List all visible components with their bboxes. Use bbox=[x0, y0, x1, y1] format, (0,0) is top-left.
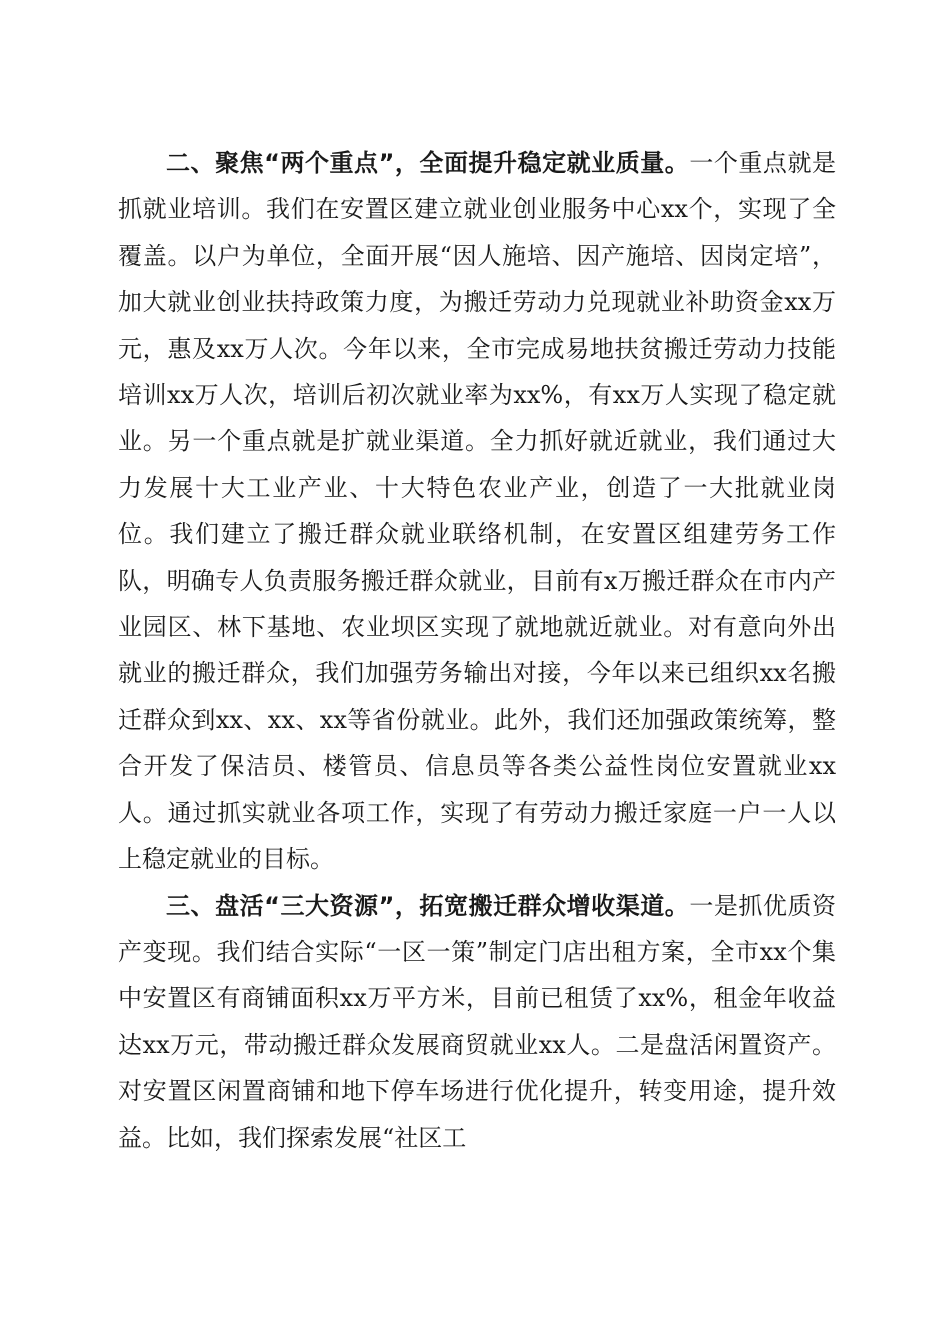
section-two-heading: 二、聚焦“两个重点”，全面提升稳定就业质量。 bbox=[166, 149, 690, 177]
section-two-body: 一个重点就是抓就业培训。我们在安置区建立就业创业服务中心xx个，实现了全覆盖。以户为单位，全面开展“因人施培、因产施培、因岗定培”，加大就业创业扶持政策力度，为搬迁劳动力兑现就业补助资金xx万元，惠及xx万人次。今年以来，全市完成易地扶贫搬迁劳动力技能培训xx万人次，培训后初次就业率为xx%，有xx万人实现了稳定就业。另一个重点就是扩就业渠道。全力抓好就近就业，我们通过大力发展十大工业产业、十大特色农业产业，创造了一大批就业岗位。我们建立了搬迁群众就业联络机制，在安置区组建劳务工作队，明确专人负责服务搬迁群众就业，目前有x万搬迁群众在市内产业园区、林下基地、农业坝区实现了就地就近就业。对有意向外出就业的搬迁群众，我们加强劳务输出对接，今年以来已组织xx名搬迁群众到xx、xx、xx等省份就业。此外，我们还加强政策统筹，整合开发了保洁员、楼管员、信息员等各类公益性岗位安置就业xx人。通过抓实就业各项工作，实现了有劳动力搬迁家庭一户一人以上稳定就业的目标。 bbox=[118, 149, 837, 874]
section-two-paragraph bbox=[118, 140, 836, 883]
section-three-heading: 三、盘活“三大资源”，拓宽搬迁群众增收渠道。 bbox=[166, 891, 690, 920]
section-three-body: 一是抓优质资产变现。我们结合实际“一区一策”制定门店出租方案，全市xx个集中安置区有商铺面积xx万平方米，目前已租赁了xx%，租金年收益达xx万元，带动搬迁群众发展商贸就业xx人。二是盘活闲置资产。对安置区闲置商铺和地下停车场进行优化提升，转变用途，提升效益。比如，我们探索发展“社区工 bbox=[118, 891, 837, 1152]
document-page bbox=[118, 140, 836, 1161]
section-three-paragraph bbox=[118, 883, 836, 1161]
